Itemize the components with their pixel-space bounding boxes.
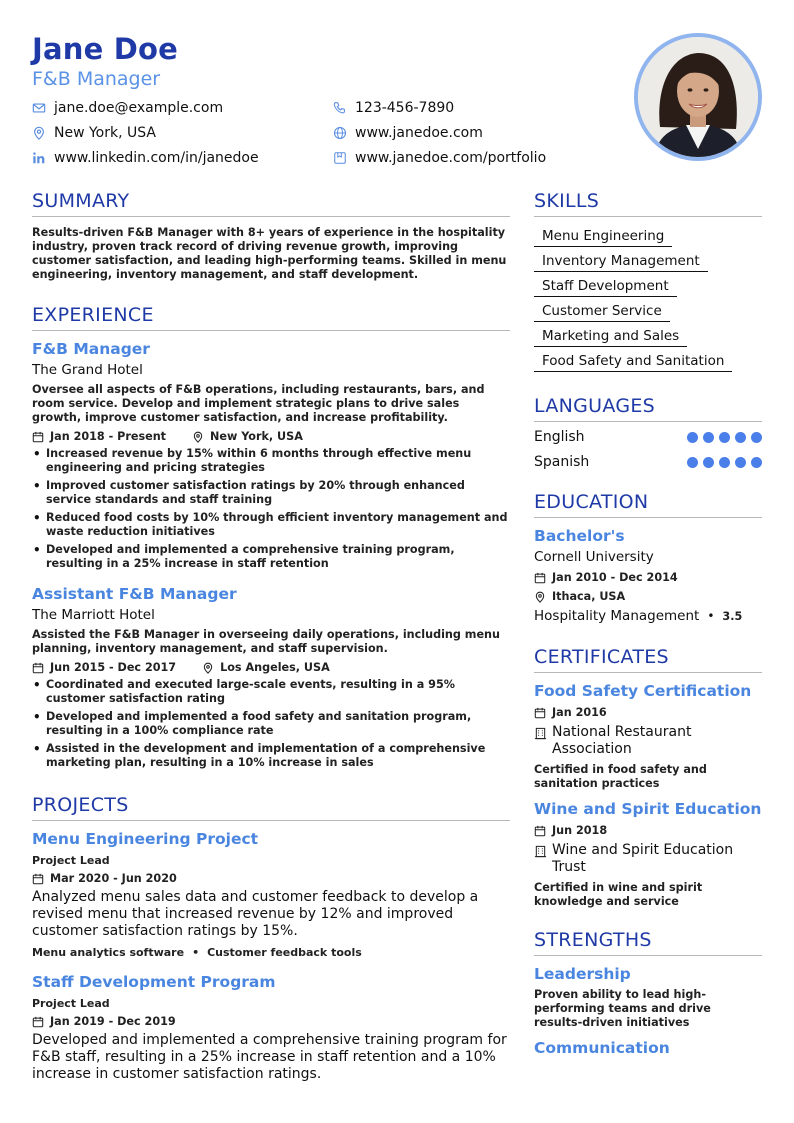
language-name: Spanish [534,454,590,470]
education-degree: Bachelor's [534,527,625,545]
education-location-row [534,590,762,603]
skills-heading: SKILLS [534,190,762,217]
education-location: Ithaca, USA [552,590,626,603]
certificate-item [534,682,762,791]
skill-item: Food Safety and Sanitation [534,353,732,372]
project-meta [32,872,510,885]
contact-linkedin[interactable] [32,150,259,166]
mail-icon [32,101,46,115]
achievement-item: • Reduced food costs by 10% through efficient inventory management and waste reduction initiatives [32,511,510,539]
job-location: New York, USA [210,430,303,443]
calendar-icon [534,825,546,837]
profile-photo [634,33,762,161]
proficiency-dot [751,432,762,443]
proficiency-dot [735,432,746,443]
job-meta [32,430,510,443]
location-pin-icon [202,662,214,674]
experience-item [32,340,510,571]
strength-item [534,1039,762,1057]
calendar-icon [534,707,546,719]
location-pin-icon [534,591,546,603]
projects-heading: PROJECTS [32,794,510,821]
project-item [32,830,510,959]
job-dates: Jun 2015 - Dec 2017 [50,661,177,674]
project-meta [32,1015,510,1028]
language-row [534,453,762,471]
certificate-issuer: National Restaurant Association [552,724,692,757]
right-column [534,190,762,1057]
calendar-icon [534,572,546,584]
language-name: English [534,429,585,445]
education-field-row: Hospitality Management • 3.5 [534,608,743,624]
location-pin-icon [32,126,46,140]
certificate-description: Certified in wine and spirit knowledge and service [534,881,703,908]
candidate-name: Jane Doe [32,32,179,66]
contact-website[interactable] [333,125,483,141]
certificate-issuer-row [534,724,762,758]
achievement-item: • Increased revenue by 15% within 6 months through effective menu engineering and pricing strategies [32,447,510,475]
left-column [32,190,510,1083]
certificate-item [534,800,762,909]
skill-item: Customer Service [534,303,670,322]
job-company: The Grand Hotel [32,362,143,378]
proficiency-dot [719,457,730,468]
calendar-icon [32,662,44,674]
proficiency-dot [687,432,698,443]
strength-item [534,965,762,1030]
skills-list [534,225,762,375]
job-description: Oversee all aspects of F&B operations, including restaurants, bars, and room service. Develop and implement strategic plans to drive sales growth, improve customer satisfaction, and increase profitability. [32,383,485,424]
education-school: Cornell University [534,549,654,565]
education-gpa: 3.5 [722,609,743,623]
building-icon [534,845,547,858]
location-pin-icon [192,431,204,443]
job-role: Assistant F&B Manager [32,585,237,603]
building-icon [534,727,547,740]
job-meta [32,661,510,674]
proficiency-dot [703,457,714,468]
certificate-date: Jun 2018 [552,824,608,837]
certificates-heading: CERTIFICATES [534,646,762,673]
contact-location [32,125,156,141]
job-dates: Jan 2018 - Present [50,430,167,443]
job-location: Los Angeles, USA [220,661,330,674]
phone-icon [333,101,347,115]
job-role: F&B Manager [32,340,150,358]
contact-portfolio[interactable] [333,150,546,166]
education-heading: EDUCATION [534,491,762,518]
proficiency-dot [719,432,730,443]
phone-text: 123-456-7890 [355,100,455,116]
project-tools: Menu analytics software • Customer feedback tools [32,946,362,959]
language-row [534,428,762,446]
certificate-title: Food Safety Certification [534,682,752,700]
project-title: Staff Development Program [32,973,276,991]
project-dates: Mar 2020 - Jun 2020 [50,872,177,885]
strength-description: Proven ability to lead high-performing teams and drive results-driven initiatives [534,988,711,1029]
achievement-item: • Developed and implemented a comprehensive training program, resulting in a 25% increase in staff retention [32,543,510,571]
education-dates: Jan 2010 - Dec 2014 [552,571,678,584]
project-description: Analyzed menu sales data and customer feedback to develop a revised menu that increased revenue by 12% and improved customer satisfaction ratings by 15%. [32,889,479,939]
certificate-date: Jan 2016 [552,706,607,719]
project-title: Menu Engineering Project [32,830,259,848]
portfolio-icon [333,151,347,165]
job-company: The Marriott Hotel [32,607,155,623]
certificate-date-row [534,706,762,719]
certificate-issuer: Wine and Spirit Education Trust [552,842,734,875]
contact-phone[interactable] [333,100,454,116]
strength-title: Communication [534,1039,670,1057]
tool-tag: Customer feedback tools [207,946,362,959]
email-text: jane.doe@example.com [54,100,224,116]
strength-title: Leadership [534,965,631,983]
skill-item: Staff Development [534,278,677,297]
calendar-icon [32,1016,44,1028]
linkedin-text: www.linkedin.com/in/janedoe [54,150,259,166]
job-achievements [32,678,510,770]
certificate-date-row [534,824,762,837]
summary-text: Results-driven F&B Manager with 8+ years of experience in the hospitality industry, proven track record of driving revenue growth, improving customer satisfaction, and leading high-performing teams. Skilled in menu engineering, inventory management, and staff development. [32,226,507,281]
achievement-item: • Assisted in the development and implementation of a comprehensive marketing plan, resulting in a 10% increase in sales [32,742,510,770]
calendar-icon [32,431,44,443]
proficiency-dot [751,457,762,468]
job-description: Assisted the F&B Manager in overseeing daily operations, including menu planning, inventory management, and staff supervision. [32,628,500,655]
certificate-title: Wine and Spirit Education [534,800,762,818]
experience-item [32,585,510,770]
summary-heading: SUMMARY [32,190,510,217]
skill-item: Inventory Management [534,253,708,272]
project-item [32,973,510,1083]
job-achievements [32,447,510,571]
language-level-dots [682,457,762,468]
project-role: Project Lead [32,854,110,867]
languages-heading: LANGUAGES [534,395,762,422]
tool-tag: Menu analytics software [32,946,185,959]
calendar-icon [32,873,44,885]
project-dates: Jan 2019 - Dec 2019 [50,1015,176,1028]
contact-email[interactable] [32,100,223,116]
language-level-dots [682,432,762,443]
portrait-avatar [638,37,758,157]
strengths-heading: STRENGTHS [534,929,762,956]
certificate-description: Certified in food safety and sanitation practices [534,763,707,790]
project-role: Project Lead [32,997,110,1010]
achievement-item: • Developed and implemented a food safety and sanitation program, resulting in a 100% compliance rate [32,710,510,738]
candidate-title: F&B Manager [32,68,161,90]
location-text: New York, USA [54,125,156,141]
proficiency-dot [703,432,714,443]
portfolio-text: www.janedoe.com/portfolio [355,150,547,166]
skill-item: Menu Engineering [534,228,672,247]
achievement-item: • Improved customer satisfaction ratings by 20% through enhanced service standards and staff training [32,479,510,507]
achievement-item: • Coordinated and executed large-scale events, resulting in a 95% customer satisfaction rating [32,678,510,706]
website-text: www.janedoe.com [355,125,483,141]
certificate-issuer-row [534,842,762,876]
education-field: Hospitality Management [534,608,700,624]
project-description: Developed and implemented a comprehensive training program for F&B staff, resulting in a 25% increase in staff retention and a 10% increase in customer satisfaction ratings. [32,1032,507,1082]
globe-icon [333,126,347,140]
experience-heading: EXPERIENCE [32,304,510,331]
education-dates-row [534,571,762,584]
proficiency-dot [687,457,698,468]
proficiency-dot [735,457,746,468]
skill-item: Marketing and Sales [534,328,687,347]
linkedin-icon [32,151,46,165]
